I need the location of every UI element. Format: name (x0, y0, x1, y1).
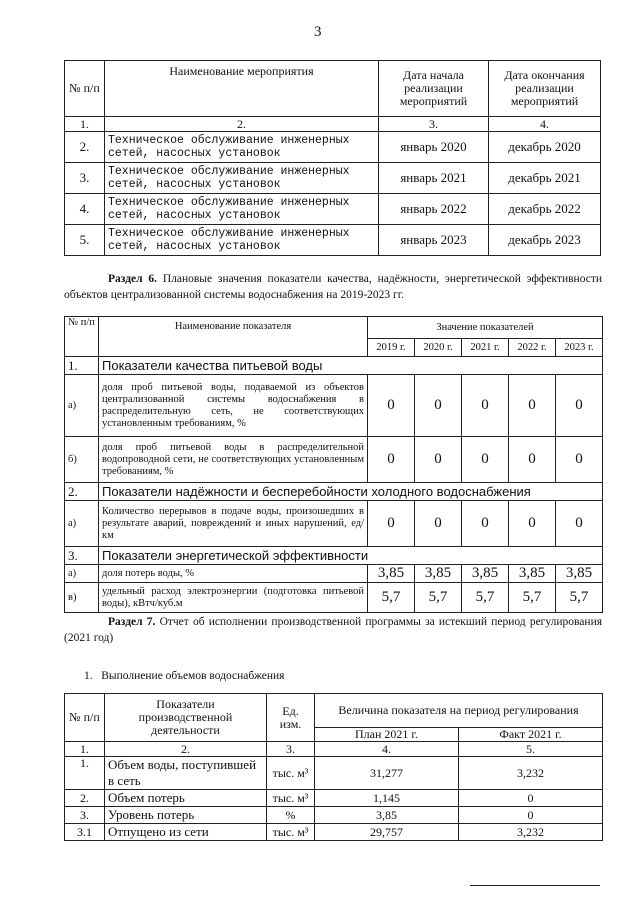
group-title: Показатели энергетической эффективности (99, 547, 603, 565)
header-value: Величина показателя на период регулирования (315, 694, 603, 728)
year-header: 2023 г. (556, 339, 603, 357)
header-num: № п/п (65, 694, 105, 742)
value-cell: 0 (415, 501, 462, 547)
year-header: 2021 г. (462, 339, 509, 357)
value-cell: 0 (509, 501, 556, 547)
row-measure: Техническое обслуживание инженерных сетей, насосных установок (105, 132, 379, 163)
row-num: 1. (65, 757, 105, 790)
header-end: Дата окончания реализации мероприятий (489, 61, 601, 117)
index-cell: 4. (489, 117, 601, 132)
group-num: 1. (65, 357, 99, 375)
group-row (65, 357, 603, 375)
row-num: 2. (65, 790, 105, 807)
row-num: в) (65, 583, 99, 613)
value-cell: 3,85 (509, 565, 556, 583)
value-cell: 0 (415, 437, 462, 483)
row-end: декабрь 2022 (489, 194, 601, 225)
table-row (65, 437, 603, 483)
table-row (65, 790, 603, 807)
section6-paragraph (64, 271, 602, 303)
row-plan: 1,145 (315, 790, 459, 807)
row-fact: 3,232 (459, 824, 603, 841)
year-header: 2020 г. (415, 339, 462, 357)
group-title: Показатели надёжности и бесперебойности холодного водоснабжения (99, 483, 603, 501)
index-cell: 1. (65, 117, 105, 132)
table-row (65, 757, 603, 790)
row-unit: тыс. м³ (267, 757, 315, 790)
row-num: б) (65, 437, 99, 483)
index-cell: 3. (379, 117, 489, 132)
year-header: 2019 г. (368, 339, 415, 357)
page-number: 3 (314, 24, 322, 40)
value-cell: 3,85 (368, 565, 415, 583)
value-cell: 5,7 (462, 583, 509, 613)
table-row (65, 375, 603, 437)
value-cell: 5,7 (509, 583, 556, 613)
row-num: 2. (65, 132, 105, 163)
value-cell: 3,85 (556, 565, 603, 583)
value-cell: 0 (368, 375, 415, 437)
row-num: а) (65, 501, 99, 547)
index-cell: 3. (267, 742, 315, 757)
row-indicator: удельный расход электроэнергии (подготовка питьевой воды), кВтч/куб.м (99, 583, 368, 613)
section7-label: Раздел 7. (108, 616, 156, 628)
value-cell: 3,85 (415, 565, 462, 583)
section6-text: Плановые значения показатели качества, надёжности, энергетической эффективности объектов централизованной системы водоснабжения на 2019-2023 гг. (64, 273, 603, 301)
measures-table (64, 60, 601, 256)
group-title: Показатели качества питьевой воды (99, 357, 603, 375)
row-start: январь 2021 (379, 163, 489, 194)
table-header-row (65, 61, 601, 117)
value-cell: 0 (509, 437, 556, 483)
row-measure: Техническое обслуживание инженерных сетей, насосных установок (105, 163, 379, 194)
value-cell: 5,7 (556, 583, 603, 613)
row-unit: тыс. м³ (267, 824, 315, 841)
header-num: № п/п (65, 317, 99, 357)
row-fact: 0 (459, 790, 603, 807)
table-header-row (65, 694, 603, 728)
value-cell: 5,7 (415, 583, 462, 613)
row-unit: % (267, 807, 315, 824)
row-plan: 29,757 (315, 824, 459, 841)
row-indicator: Объем потерь (105, 790, 267, 807)
value-cell: 0 (556, 501, 603, 547)
header-start: Дата начала реализации мероприятий (379, 61, 489, 117)
index-cell: 4. (315, 742, 459, 757)
index-cell: 1. (65, 742, 105, 757)
value-cell: 0 (462, 375, 509, 437)
year-header: 2022 г. (509, 339, 556, 357)
section7-paragraph (64, 614, 602, 646)
header-measure: Наименование мероприятия (105, 61, 379, 117)
header-indicator: Показатели производственной деятельности (105, 694, 267, 742)
header-plan: План 2021 г. (315, 728, 459, 742)
row-indicator: доля проб питьевой воды в распределительной водопроводной сети, не соответствующих установленным требованиям, % (99, 437, 368, 483)
header-fact: Факт 2021 г. (459, 728, 603, 742)
value-cell: 5,7 (368, 583, 415, 613)
row-num: 5. (65, 225, 105, 256)
row-indicator: Уровень потерь (105, 807, 267, 824)
row-indicator: Количество перерывов в подаче воды, произошедших в результате аварий, повреждений и иных нарушений, ед/км (99, 501, 368, 547)
value-cell: 0 (368, 437, 415, 483)
row-num: 3. (65, 807, 105, 824)
value-cell: 3,85 (462, 565, 509, 583)
value-cell: 0 (462, 501, 509, 547)
section7-text: Отчет об исполнении производственной программы за истекший период регулирования (2021 год) (64, 616, 603, 644)
volumes-table (64, 693, 603, 841)
header-num: № п/п (65, 61, 105, 117)
row-unit: тыс. м³ (267, 790, 315, 807)
row-fact: 0 (459, 807, 603, 824)
value-cell: 0 (556, 375, 603, 437)
table-row (65, 807, 603, 824)
row-indicator: Объем воды, поступившей в сеть (105, 757, 267, 790)
table-row (65, 501, 603, 547)
indicators-table (64, 316, 603, 613)
value-cell: 0 (462, 437, 509, 483)
row-end: декабрь 2020 (489, 132, 601, 163)
index-cell: 2. (105, 117, 379, 132)
table-index-row (65, 117, 601, 132)
table-row (65, 163, 601, 194)
row-indicator: доля потерь воды, % (99, 565, 368, 583)
footer-divider (470, 885, 600, 886)
row-measure: Техническое обслуживание инженерных сетей, насосных установок (105, 194, 379, 225)
row-num: а) (65, 565, 99, 583)
row-num: 4. (65, 194, 105, 225)
table-row (65, 225, 601, 256)
row-measure: Техническое обслуживание инженерных сетей, насосных установок (105, 225, 379, 256)
group-num: 3. (65, 547, 99, 565)
table-row (65, 194, 601, 225)
row-start: январь 2022 (379, 194, 489, 225)
table-index-row (65, 742, 603, 757)
table-row (65, 132, 601, 163)
row-num: а) (65, 375, 99, 437)
table-row (65, 583, 603, 613)
group-num: 2. (65, 483, 99, 501)
value-cell: 0 (509, 375, 556, 437)
section6-label: Раздел 6. (108, 273, 157, 285)
row-indicator: доля проб питьевой воды, подаваемой из объектов централизованной системы водоснабжения в распределительную сеть, не соответствующих установленным требованиям, % (99, 375, 368, 437)
row-end: декабрь 2023 (489, 225, 601, 256)
index-cell: 5. (459, 742, 603, 757)
row-start: январь 2023 (379, 225, 489, 256)
header-values: Значение показателей (368, 317, 603, 339)
row-start: январь 2020 (379, 132, 489, 163)
value-cell: 0 (415, 375, 462, 437)
row-num: 3.1 (65, 824, 105, 841)
header-unit: Ед. изм. (267, 694, 315, 742)
value-cell: 0 (556, 437, 603, 483)
row-plan: 3,85 (315, 807, 459, 824)
table-row (65, 565, 603, 583)
row-indicator: Отпущено из сети (105, 824, 267, 841)
index-cell: 2. (105, 742, 267, 757)
value-cell: 0 (368, 501, 415, 547)
group-row (65, 547, 603, 565)
subsection-title: 1. Выполнение объемов водоснабжения (84, 670, 285, 682)
row-fact: 3,232 (459, 757, 603, 790)
row-plan: 31,277 (315, 757, 459, 790)
table-header-row (65, 317, 603, 339)
header-indicator: Наименование показателя (99, 317, 368, 357)
table-row (65, 824, 603, 841)
row-num: 3. (65, 163, 105, 194)
group-row (65, 483, 603, 501)
row-end: декабрь 2021 (489, 163, 601, 194)
